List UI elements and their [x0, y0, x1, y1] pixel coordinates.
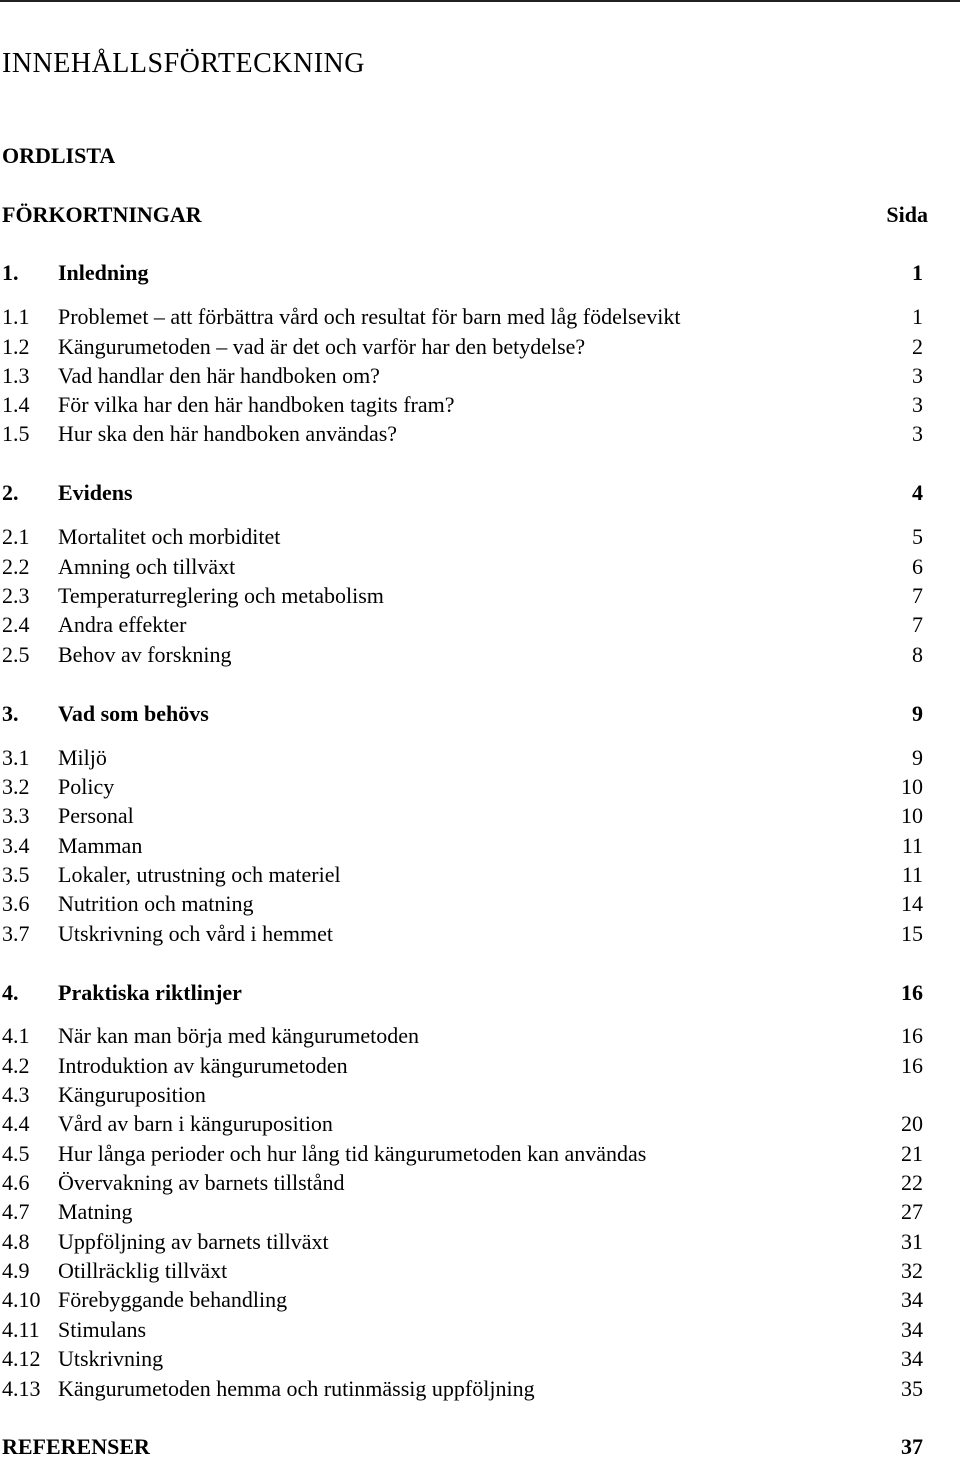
toc-entry-page: 2 [912, 334, 923, 359]
toc-entry-number: 1.3 [2, 363, 30, 388]
toc-entry-page: 34 [901, 1317, 923, 1342]
toc-entry-page: 27 [901, 1199, 923, 1224]
toc-entry-label: Behov av forskning [58, 642, 232, 667]
toc-entry-number: 2.5 [2, 642, 30, 667]
toc-entry-number: 2.1 [2, 524, 30, 549]
toc-entry[interactable] [0, 1111, 930, 1141]
toc-entry-number: 1.4 [2, 392, 30, 417]
toc-entry[interactable] [0, 891, 930, 921]
toc-entry-label: Kängurumetoden hemma och rutinmässig uppföljning [58, 1376, 535, 1401]
toc-entry-label: Problemet – att förbättra vård och resultat för barn med låg födelsevikt [58, 304, 681, 329]
toc-entry-page: 10 [901, 803, 923, 828]
toc-entry[interactable] [0, 1434, 930, 1464]
toc-entry-page: 5 [912, 524, 923, 549]
toc-entry-label: Amning och tillväxt [58, 554, 236, 579]
toc-entry[interactable] [0, 1229, 930, 1259]
toc-entry-number: 4.11 [2, 1317, 40, 1342]
toc-entry[interactable] [0, 701, 930, 731]
toc-entry[interactable] [0, 1376, 930, 1406]
toc-entry-page: 14 [901, 891, 923, 916]
toc-entry[interactable] [0, 583, 930, 613]
toc-entry-label: Temperaturreglering och metabolism [58, 583, 384, 608]
toc-entry-label: Nutrition och matning [58, 891, 254, 916]
toc-entry-page: 20 [901, 1111, 923, 1136]
toc-entry-page: 35 [901, 1376, 923, 1401]
toc-entry-label: Matning [58, 1199, 133, 1224]
toc-entry-label: Utskrivning [58, 1346, 164, 1371]
toc-entry-number: 3.3 [2, 803, 30, 828]
toc-entry-label: Policy [58, 774, 115, 799]
toc-entry-page: 16 [901, 1053, 923, 1078]
toc-entry-label: Vård av barn i känguruposition [58, 1111, 333, 1136]
toc-entry[interactable] [0, 833, 930, 863]
toc-entry-page: 16 [901, 980, 923, 1005]
toc-entry-number: 4.6 [2, 1170, 30, 1195]
toc-entry[interactable] [0, 980, 930, 1010]
toc-entry-number: 1.1 [2, 304, 30, 329]
toc-entry-label: Stimulans [58, 1317, 147, 1342]
toc-entry[interactable] [0, 1170, 930, 1200]
toc-entry-page: 37 [901, 1434, 923, 1459]
toc-entry-number: 4.1 [2, 1023, 30, 1048]
toc-entry-number: 3.5 [2, 862, 30, 887]
toc-entry-number: 4.8 [2, 1229, 30, 1254]
toc-entry-number: 3.1 [2, 745, 30, 770]
toc-entry[interactable] [0, 363, 930, 393]
toc-entry-label: Övervakning av barnets tillstånd [58, 1170, 345, 1195]
toc-entry-number: 4. [2, 980, 19, 1005]
toc-entry-number: 3.2 [2, 774, 30, 799]
toc-entry-number: 4.5 [2, 1141, 30, 1166]
toc-entry-page: 9 [912, 701, 923, 726]
toc-entry-page: 1 [912, 304, 923, 329]
toc-entry-number: 3. [2, 701, 19, 726]
toc-entry-number: 4.3 [2, 1082, 30, 1107]
toc-entry-number: 4.7 [2, 1199, 30, 1224]
toc-entry-number: 4.2 [2, 1053, 30, 1078]
toc-entry-label: Förebyggande behandling [58, 1287, 288, 1312]
toc-entry-page: 8 [912, 642, 923, 667]
toc-entry-label: Mortalitet och morbiditet [58, 524, 281, 549]
toc-entry[interactable] [0, 1258, 930, 1288]
toc-entry-page: 6 [912, 554, 923, 579]
toc-entry-page: 22 [901, 1170, 923, 1195]
toc-entry-page: 7 [912, 583, 923, 608]
toc-entry-page: 4 [912, 480, 923, 505]
toc-entry[interactable] [0, 612, 930, 642]
toc-entry-page: 10 [901, 774, 923, 799]
toc-entry[interactable] [0, 862, 930, 892]
top-border-line [0, 0, 960, 2]
toc-entry-label: Känguruposition [58, 1082, 206, 1107]
toc-entry-number: 2.4 [2, 612, 30, 637]
toc-entry-page: 16 [901, 1023, 923, 1048]
toc-entry-label: Lokaler, utrustning och materiel [58, 862, 341, 887]
toc-entry-number: 3.4 [2, 833, 30, 858]
toc-entry-number: 2. [2, 480, 19, 505]
toc-entry[interactable] [0, 1082, 930, 1112]
toc-entry-label: Vad handlar den här handboken om? [58, 363, 380, 388]
toc-entry[interactable] [0, 524, 930, 554]
toc-entry-number: 3.6 [2, 891, 30, 916]
toc-entry-number: 2.2 [2, 554, 30, 579]
toc-entry-number: 4.4 [2, 1111, 30, 1136]
toc-entry[interactable] [0, 1053, 930, 1083]
toc-entry[interactable] [0, 1317, 930, 1347]
toc-entry-page: 34 [901, 1287, 923, 1312]
toc-entry[interactable] [0, 480, 930, 510]
toc-entry[interactable] [0, 1346, 930, 1376]
toc-entry-label: Kängurumetoden – vad är det och varför har den betydelse? [58, 334, 586, 359]
toc-entry-label: Utskrivning och vård i hemmet [58, 921, 333, 946]
toc-entry-label: När kan man börja med kängurumetoden [58, 1023, 420, 1048]
toc-entry-label: Uppföljning av barnets tillväxt [58, 1229, 329, 1254]
toc-entry[interactable] [0, 921, 930, 951]
toc-entry[interactable] [0, 304, 930, 334]
toc-entry-label: Andra effekter [58, 612, 187, 637]
toc-entry[interactable] [0, 1023, 930, 1053]
toc-entry-page: 11 [901, 862, 923, 887]
toc-entry-label: Personal [58, 803, 134, 828]
toc-entry-label: Hur ska den här handboken användas? [58, 421, 398, 446]
toc-entry-page: 34 [901, 1346, 923, 1371]
toc-entry[interactable] [0, 554, 930, 584]
toc-entry-page: 15 [901, 921, 923, 946]
toc-entry-label: Praktiska riktlinjer [58, 980, 242, 1005]
toc-entry[interactable] [0, 1287, 930, 1317]
toc-entry[interactable] [0, 745, 930, 775]
toc-entry[interactable] [0, 1141, 930, 1171]
page-column-header: Sida [886, 202, 928, 227]
toc-entry-page: 3 [912, 421, 923, 446]
toc-entry-number: 1.2 [2, 334, 30, 359]
toc-entry-page: 7 [912, 612, 923, 637]
toc-entry-label: Evidens [58, 480, 133, 505]
toc-entry-label: Otillräcklig tillväxt [58, 1258, 228, 1283]
toc-entry-number: 4.10 [2, 1287, 41, 1312]
toc-entry[interactable] [0, 774, 930, 804]
toc-entry-number: 1. [2, 260, 19, 285]
toc-entry-number: 4.13 [2, 1376, 41, 1401]
page-title: INNEHÅLLSFÖRTECKNING [2, 48, 365, 79]
toc-entry[interactable] [0, 421, 930, 451]
toc-entry[interactable] [0, 392, 930, 422]
toc-entry-page: 11 [901, 833, 923, 858]
toc-entry[interactable] [0, 803, 930, 833]
toc-entry-number: 1.5 [2, 421, 30, 446]
toc-entry-number: 4.9 [2, 1258, 30, 1283]
toc-entry-page: 32 [901, 1258, 923, 1283]
toc-entry-number: 3.7 [2, 921, 30, 946]
toc-entry[interactable] [0, 260, 930, 290]
toc-entry-page: 3 [912, 363, 923, 388]
toc-entry-page: 1 [912, 260, 923, 285]
heading-forkortningar[interactable]: FÖRKORTNINGAR [2, 202, 202, 227]
toc-entry-page: 3 [912, 392, 923, 417]
toc-entry-page: 21 [901, 1141, 923, 1166]
toc-entry-page: 31 [901, 1229, 923, 1254]
toc-entry-label: Hur långa perioder och hur lång tid kängurumetoden kan användas [58, 1141, 647, 1166]
toc-entry-page: 9 [912, 745, 923, 770]
toc-entry-label: Miljö [58, 745, 107, 770]
toc-entry[interactable] [0, 334, 930, 364]
toc-entry[interactable] [0, 1199, 930, 1229]
toc-entry-label: Mamman [58, 833, 143, 858]
heading-ordlista[interactable]: ORDLISTA [2, 143, 116, 168]
toc-entry-label: För vilka har den här handboken tagits fram? [58, 392, 455, 417]
toc-entry-label: Vad som behövs [58, 701, 209, 726]
toc-entry-number: 4.12 [2, 1346, 41, 1371]
toc-entry[interactable] [0, 642, 930, 672]
toc-entry-number: 2.3 [2, 583, 30, 608]
toc-entry-label: Introduktion av kängurumetoden [58, 1053, 348, 1078]
toc-entry-label: Inledning [58, 260, 149, 285]
toc-entry-label: REFERENSER [2, 1434, 150, 1459]
